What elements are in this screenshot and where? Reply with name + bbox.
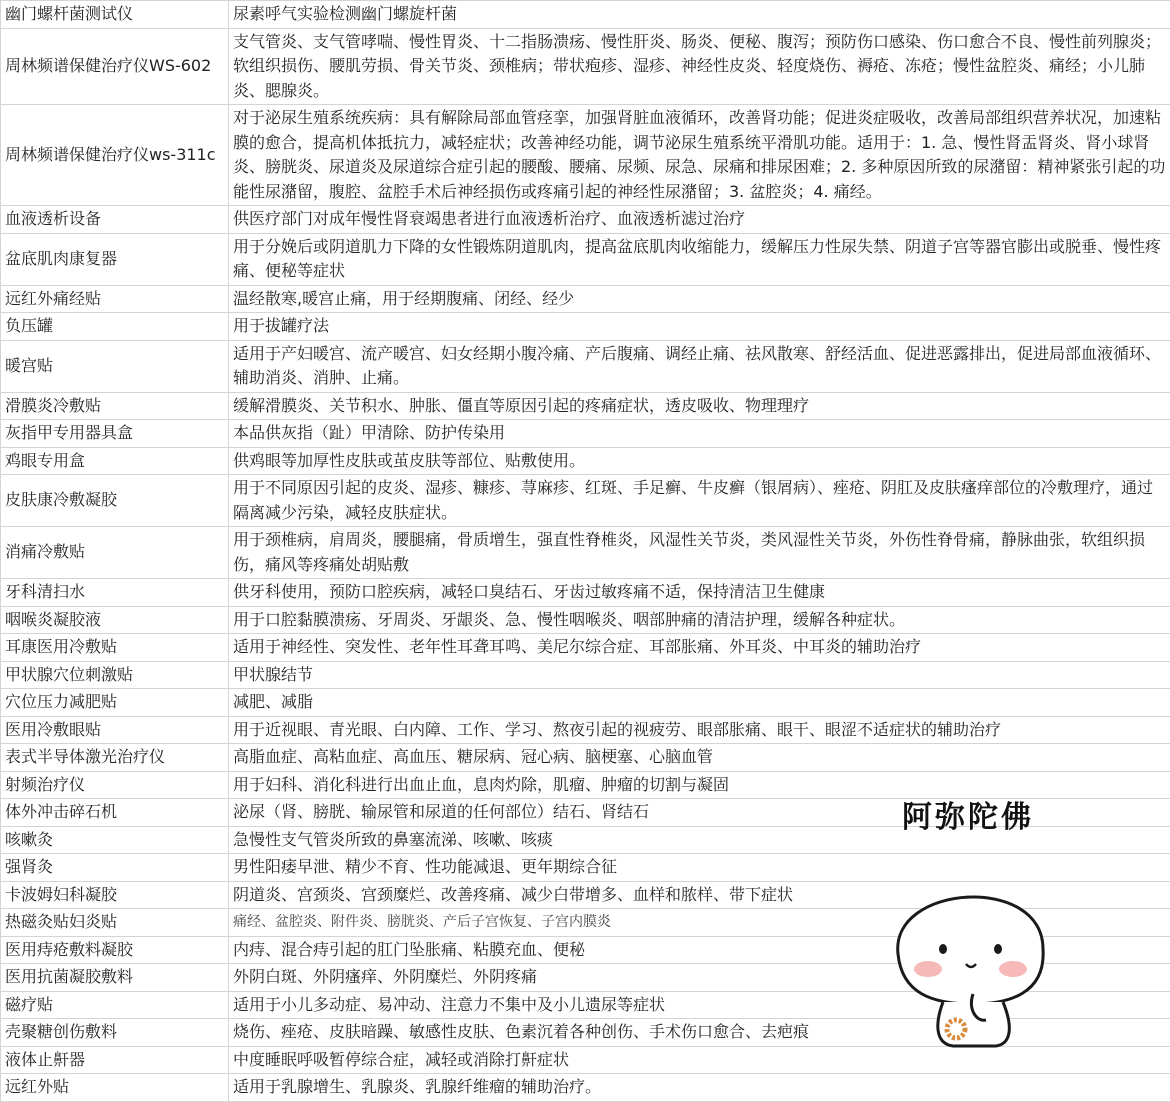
table-row — [1, 1, 1170, 29]
device-usage-cell: 温经散寒,暖宫止痛，用于经期腹痛、闭经、经少 — [229, 285, 1170, 313]
device-usage-cell: 烧伤、痤疮、皮肤暗躁、敏感性皮肤、色素沉着各种创伤、手术伤口愈合、去疤痕 — [229, 1019, 1170, 1047]
device-name-cell: 灰指甲专用器具盒 — [1, 420, 229, 448]
device-usage-cell: 男性阳痿早泄、精少不育、性功能减退、更年期综合征 — [229, 854, 1170, 882]
device-usage-cell: 尿素呼气实验检测幽门螺旋杆菌 — [229, 1, 1170, 29]
table-row — [1, 447, 1170, 475]
meme-sticker — [868, 792, 1068, 1052]
device-usage-cell: 减肥、减脂 — [229, 689, 1170, 717]
table-row — [1, 475, 1170, 527]
table-row — [1, 313, 1170, 341]
device-name-cell: 射频治疗仪 — [1, 771, 229, 799]
device-name-cell: 穴位压力减肥贴 — [1, 689, 229, 717]
device-usage-cell: 用于近视眼、青光眼、白内障、工作、学习、熬夜引起的视疲劳、眼部胀痛、眼干、眼涩不适症状的辅助治疗 — [229, 716, 1170, 744]
device-name-cell: 暖宫贴 — [1, 340, 229, 392]
table-row — [1, 206, 1170, 234]
device-usage-cell: 外阴白斑、外阴瘙痒、外阴糜烂、外阴疼痛 — [229, 964, 1170, 992]
device-usage-cell: 适用于神经性、突发性、老年性耳聋耳鸣、美尼尔综合症、耳部胀痛、外耳炎、中耳炎的辅助治疗 — [229, 634, 1170, 662]
device-usage-cell: 阴道炎、宫颈炎、宫颈糜烂、改善疼痛、减少白带增多、血样和脓样、带下症状 — [229, 881, 1170, 909]
device-usage-cell: 中度睡眠呼吸暂停综合症，减轻或消除打鼾症状 — [229, 1046, 1170, 1074]
table-row — [1, 28, 1170, 105]
device-name-cell: 远红外痛经贴 — [1, 285, 229, 313]
device-usage-cell: 供鸡眼等加厚性皮肤或茧皮肤等部位、贴敷使用。 — [229, 447, 1170, 475]
device-usage-cell: 支气管炎、支气管哮喘、慢性胃炎、十二指肠溃疡、慢性肝炎、肠炎、便秘、腹泻；预防伤口感染、伤口愈合不良、慢性前列腺炎；软组织损伤、腰肌劳损、骨关节炎、颈椎病；带状疱疹、湿疹、神经性皮炎、轻度烧伤、褥疮、冻疮；慢性盆腔炎、痛经；小儿肺炎、腮腺炎。 — [229, 28, 1170, 105]
device-usage-cell: 对于泌尿生殖系统疾病：具有解除局部血管痉挛，加强肾脏血液循环，改善肾功能；促进炎症吸收，改善局部组织营养状况，加速粘膜的愈合，提高机体抵抗力，减轻症状；改善神经功能，调节泌尿生殖系统平滑肌功能。适用于：1. 急、慢性肾盂肾炎、肾小球肾炎、膀胱炎、尿道炎及尿道综合症引起的腰酸、腰痛、尿频、尿急、尿痛和排尿困难；2. 多种原因所致的尿潴留：精神紧张引起的功能性尿潴留，腹腔、盆腔手术后神经损伤或疼痛引起的神经性尿潴留；3. 盆腔炎；4. 痛经。 — [229, 105, 1170, 206]
device-usage-cell: 用于拔罐疗法 — [229, 313, 1170, 341]
table-row — [1, 420, 1170, 448]
device-usage-cell: 适用于产妇暖宫、流产暖宫、妇女经期小腹冷痛、产后腹痛、调经止痛、祛风散寒、舒经活血、促进恶露排出，促进局部血液循环、辅助消炎、消肿、止痛。 — [229, 340, 1170, 392]
device-name-cell: 负压罐 — [1, 313, 229, 341]
device-name-cell: 远红外贴 — [1, 1074, 229, 1102]
device-name-cell: 幽门螺杆菌测试仪 — [1, 1, 229, 29]
table-row — [1, 233, 1170, 285]
device-name-cell: 医用痔疮敷料凝胶 — [1, 936, 229, 964]
device-name-cell: 医用冷敷眼贴 — [1, 716, 229, 744]
device-usage-cell: 用于颈椎病，肩周炎，腰腿痛，骨质增生，强直性脊椎炎，风湿性关节炎，类风湿性关节炎，外伤性脊骨痛，静脉曲张，软组织损伤，痛风等疼痛处胡贴敷 — [229, 527, 1170, 579]
device-name-cell: 体外冲击碎石机 — [1, 799, 229, 827]
device-name-cell: 表式半导体激光治疗仪 — [1, 744, 229, 772]
device-name-cell: 医用抗菌凝胶敷料 — [1, 964, 229, 992]
character-eye-left — [939, 944, 947, 954]
table-row — [1, 105, 1170, 206]
device-usage-cell: 本品供灰指（趾）甲清除、防护传染用 — [229, 420, 1170, 448]
device-usage-cell: 内痔、混合痔引起的肛门坠胀痛、粘膜充血、便秘 — [229, 936, 1170, 964]
table-row — [1, 744, 1170, 772]
device-name-cell: 磁疗贴 — [1, 991, 229, 1019]
device-usage-cell: 供牙科使用，预防口腔疾病，减轻口臭结石、牙齿过敏疼痛不适，保持清洁卫生健康 — [229, 579, 1170, 607]
table-row — [1, 661, 1170, 689]
praying-character-icon — [878, 844, 1058, 1049]
table-row — [1, 606, 1170, 634]
table-row — [1, 285, 1170, 313]
table-row — [1, 527, 1170, 579]
device-usage-cell: 泌尿（肾、膀胱、输尿管和尿道的任何部位）结石、肾结石 — [229, 799, 1170, 827]
table-row — [1, 340, 1170, 392]
device-name-cell: 强肾灸 — [1, 854, 229, 882]
device-name-cell: 血液透析设备 — [1, 206, 229, 234]
device-name-cell: 鸡眼专用盒 — [1, 447, 229, 475]
device-usage-cell: 用于口腔黏膜溃疡、牙周炎、牙龈炎、急、慢性咽喉炎、咽部肿痛的清洁护理，缓解各种症状。 — [229, 606, 1170, 634]
table-row — [1, 716, 1170, 744]
device-usage-cell: 供医疗部门对成年慢性肾衰竭患者进行血液透析治疗、血液透析滤过治疗 — [229, 206, 1170, 234]
device-usage-cell: 甲状腺结节 — [229, 661, 1170, 689]
device-usage-cell: 适用于小儿多动症、易冲动、注意力不集中及小儿遗尿等症状 — [229, 991, 1170, 1019]
device-name-cell: 热磁灸贴妇炎贴 — [1, 909, 229, 937]
device-name-cell: 周林频谱保健治疗仪ws-311c — [1, 105, 229, 206]
device-name-cell: 周林频谱保健治疗仪WS-602 — [1, 28, 229, 105]
device-usage-cell: 急慢性支气管炎所致的鼻塞流涕、咳嗽、咳痰 — [229, 826, 1170, 854]
device-name-cell: 咳嗽灸 — [1, 826, 229, 854]
device-usage-cell: 用于分娩后或阴道肌力下降的女性锻炼阴道肌肉，提高盆底肌肉收缩能力，缓解压力性尿失禁、阴道子宫等器官膨出或脱垂、慢性疼痛、便秘等症状 — [229, 233, 1170, 285]
device-name-cell: 消痛冷敷贴 — [1, 527, 229, 579]
character-blush-left — [914, 961, 942, 977]
device-usage-cell: 适用于乳腺增生、乳腺炎、乳腺纤维瘤的辅助治疗。 — [229, 1074, 1170, 1102]
character-eye-right — [994, 944, 1002, 954]
device-name-cell: 咽喉炎凝胶液 — [1, 606, 229, 634]
sticker-caption: 阿弥陀佛 — [868, 792, 1068, 836]
character-blush-right — [999, 961, 1027, 977]
table-row — [1, 579, 1170, 607]
device-name-cell: 牙科清扫水 — [1, 579, 229, 607]
device-name-cell: 壳聚糖创伤敷料 — [1, 1019, 229, 1047]
device-name-cell: 液体止鼾器 — [1, 1046, 229, 1074]
device-usage-cell: 缓解滑膜炎、关节积水、肿胀、僵直等原因引起的疼痛症状，透皮吸收、物理理疗 — [229, 392, 1170, 420]
table-row — [1, 634, 1170, 662]
character-head — [898, 897, 1043, 1004]
device-usage-cell: 用于不同原因引起的皮炎、湿疹、糠疹、荨麻疹、红斑、手足癣、牛皮癣（银屑病）、痤疮、阴肛及皮肤瘙痒部位的冷敷理疗，通过隔离减少污染，减轻皮肤症状。 — [229, 475, 1170, 527]
device-usage-cell: 痛经、盆腔炎、附件炎、膀胱炎、产后子宫恢复、子宫内膜炎 — [229, 909, 1170, 937]
device-name-cell: 卡波姆妇科凝胶 — [1, 881, 229, 909]
device-usage-cell: 高脂血症、高粘血症、高血压、糖尿病、冠心病、脑梗塞、心脑血管 — [229, 744, 1170, 772]
device-name-cell: 滑膜炎冷敷贴 — [1, 392, 229, 420]
device-name-cell: 皮肤康冷敷凝胶 — [1, 475, 229, 527]
table-row — [1, 689, 1170, 717]
device-name-cell: 盆底肌肉康复器 — [1, 233, 229, 285]
device-usage-cell: 用于妇科、消化科进行出血止血，息肉灼除，肌瘤、肿瘤的切割与凝固 — [229, 771, 1170, 799]
table-row — [1, 392, 1170, 420]
device-name-cell: 耳康医用冷敷贴 — [1, 634, 229, 662]
table-row — [1, 1074, 1170, 1102]
device-name-cell: 甲状腺穴位刺激贴 — [1, 661, 229, 689]
